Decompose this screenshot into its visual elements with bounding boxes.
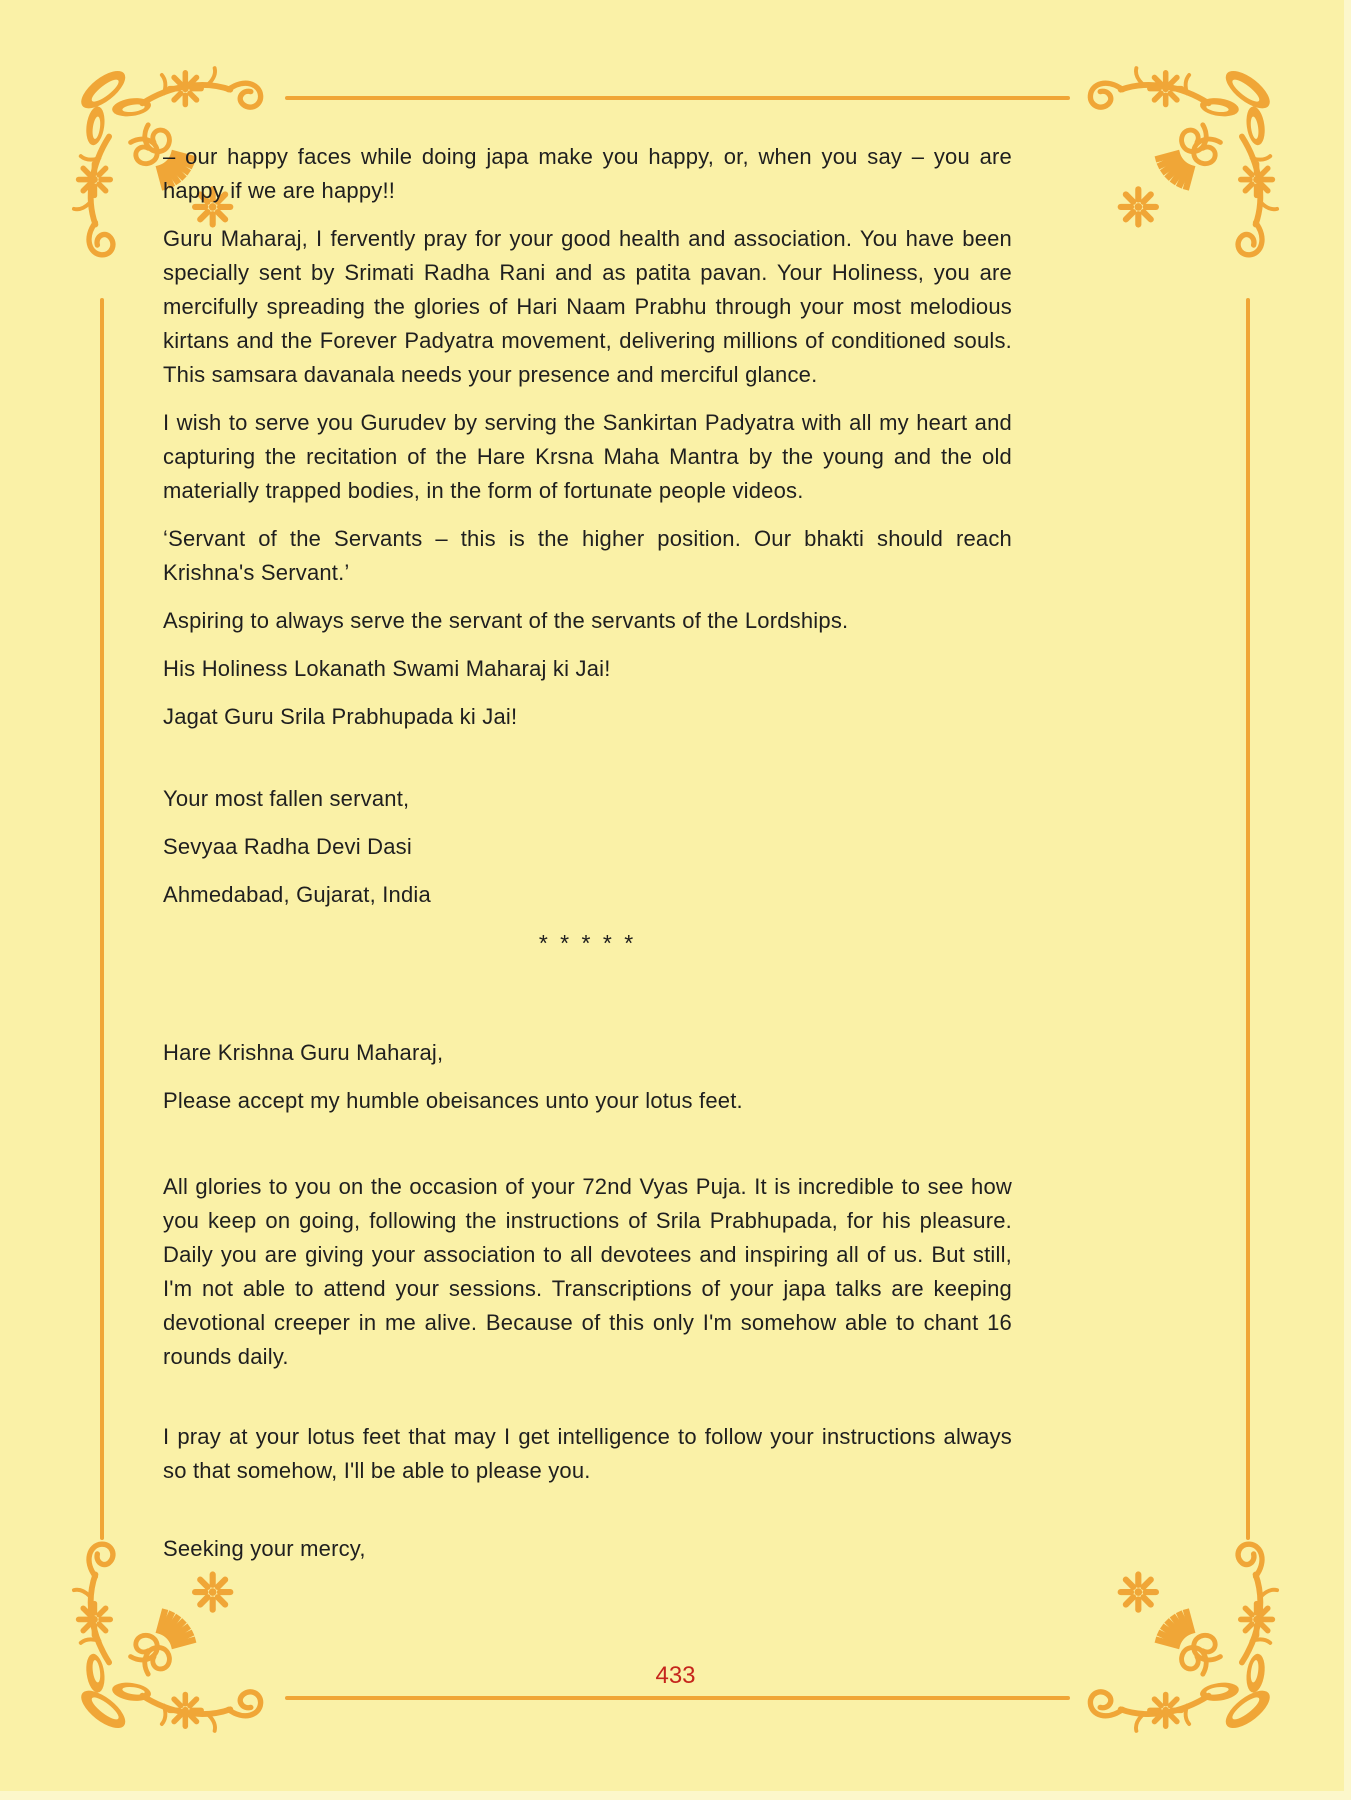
letter-paragraph-2: Guru Maharaj, I fervently pray for your good health and association. You have been specially sent by Srimati Radha Rani and as patita pavan. Your Holiness, you are mercifully spreading the glories of Hari Naam Prabhu through your most melodious kirtans and the Forever Padyatra movement, delivering millions of conditioned souls. This samsara davanala needs your presence and merciful glance.	[163, 226, 1012, 387]
jai-line-2: Jagat Guru Srila Prabhupada ki Jai!	[163, 704, 518, 729]
frame-rule-left	[100, 298, 104, 1540]
letter-paragraph-14: I pray at your lotus feet that may I get intelligence to follow your instructions always so that somehow, I'll be able to please you.	[163, 1424, 1012, 1483]
signature-location: Ahmedabad, Gujarat, India	[163, 882, 431, 907]
frame-rule-right	[1246, 298, 1250, 1540]
letter-paragraph-1: – our happy faces while doing japa make you happy, or, when you say – you are happy if we are happy!!	[163, 144, 1012, 203]
asterisk-separator: * * * * *	[538, 930, 637, 956]
letter-paragraph-13: All glories to you on the occasion of your 72nd Vyas Puja. It is incredible to see how you keep on going, following the instructions of Srila Prabhupada, for his pleasure. Daily you are giving your association to all devotees and inspiring all of us. But still, I'm not able to attend your sessions. Transcriptions of your japa talks are keeping devotional creeper in me alive. Because of this only I'm somehow able to chant 16 rounds daily.	[163, 1174, 1012, 1369]
salutation: Hare Krishna Guru Maharaj,	[163, 1040, 444, 1065]
frame-rule-top	[285, 96, 1070, 100]
letter-paragraph-3: I wish to serve you Gurudev by serving the Sankirtan Padyatra with all my heart and capturing the recitation of the Hare Krsna Maha Mantra by the young and the old materially trapped bodies, in the form of fortunate people videos.	[163, 410, 1012, 503]
closing-line: Seeking your mercy,	[163, 1536, 366, 1561]
obeisances-line: Please accept my humble obeisances unto your lotus feet.	[163, 1088, 743, 1113]
letter-paragraph-5: Aspiring to always serve the servant of the servants of the Lordships.	[163, 608, 849, 633]
signature-closing: Your most fallen servant,	[163, 786, 410, 811]
signature-name: Sevyaa Radha Devi Dasi	[163, 834, 412, 859]
corner-ornament-top-right	[1066, 64, 1281, 299]
letter-body	[163, 140, 1012, 1580]
letter-quote: ‘Servant of the Servants – this is the higher position. Our bhakti should reach Krishna's Servant.’	[163, 526, 1012, 585]
scan-edge-bottom	[0, 1791, 1351, 1800]
scan-edge-right	[1344, 0, 1351, 1800]
corner-ornament-bottom-right	[1066, 1500, 1281, 1735]
frame-rule-bottom	[285, 1696, 1070, 1700]
page-number: 433	[655, 1662, 696, 1689]
jai-line-1: His Holiness Lokanath Swami Maharaj ki Jai!	[163, 656, 611, 681]
